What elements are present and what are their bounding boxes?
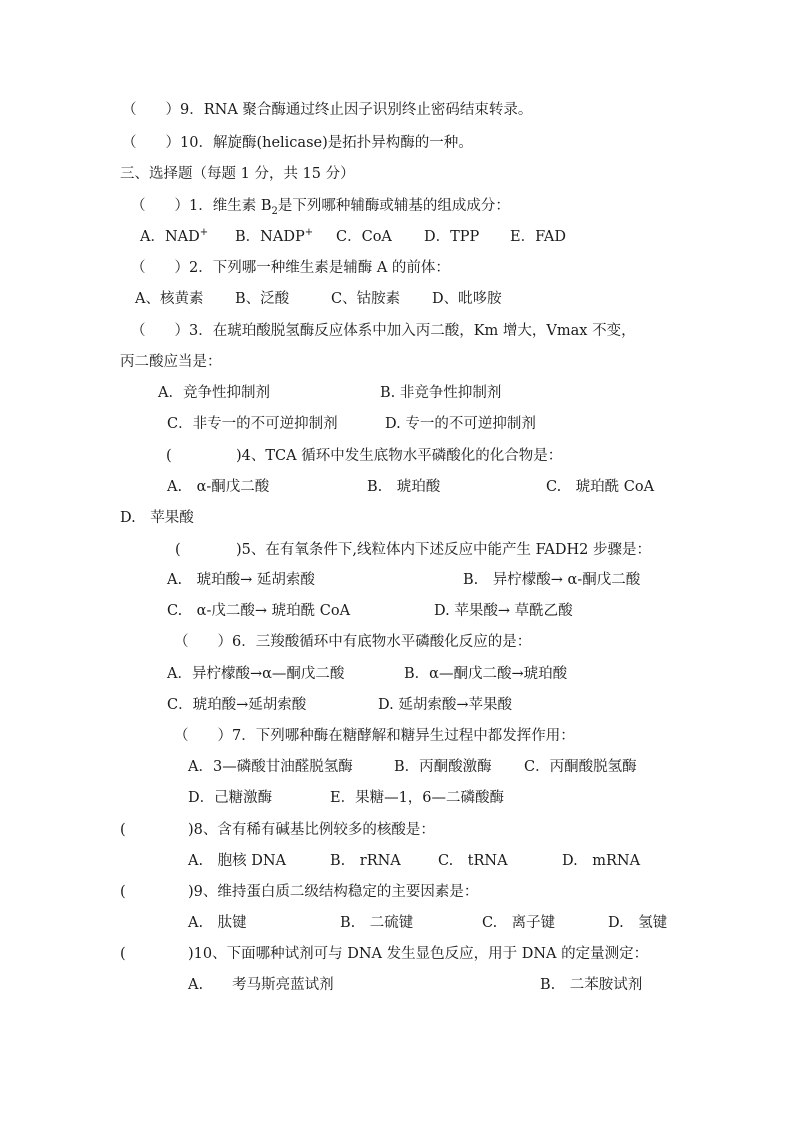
question-10-option-a: A. 考马斯亮蓝试剂: [188, 977, 334, 993]
subscript: 2: [271, 205, 278, 217]
question-2-option-b: B、泛酸: [235, 291, 290, 307]
superscript: +: [199, 227, 209, 239]
question-10-stem: )10、下面哪种试剂可与 DNA 发生显色反应，用于 DNA 的定量测定：: [188, 946, 649, 962]
question-7-option-b: B．丙酮酸激酶: [394, 759, 492, 775]
question-9-paren: (: [120, 884, 126, 900]
question-2-stem: （ ）2．下列哪一种维生素是辅酶 A 的前体：: [131, 260, 450, 276]
question-5-paren: (: [175, 542, 181, 558]
section-title: 三、选择题（每题 1 分，共 15 分）: [120, 166, 355, 182]
question-9-option-c: C. 离子键: [482, 915, 556, 931]
question-1-option-c: C．CoA: [336, 229, 392, 245]
stem-text: 是下列哪种辅酶或辅基的组成成分：: [277, 198, 510, 214]
question-1-option-d: D．TPP: [424, 229, 480, 245]
option-text: A．NAD: [140, 229, 200, 245]
tf-item-9: [122, 101, 532, 119]
question-2-option-a: A、核黄素: [135, 291, 204, 307]
question-3-stem-cont: 丙二酸应当是：: [120, 354, 222, 370]
question-9-option-b: B. 二硫键: [340, 915, 414, 931]
question-1-option-e: E．FAD: [510, 229, 566, 245]
question-3-option-d: D. 专一的不可逆抑制剂: [385, 416, 536, 432]
question-10-paren: (: [120, 946, 126, 962]
question-text: 9．RNA 聚合酶通过终止因子识别终止密码结束转录。: [180, 102, 533, 118]
question-8-option-a: A. 胞核 DNA: [188, 853, 286, 869]
question-8-paren: (: [120, 822, 126, 838]
question-4-option-d: D. 苹果酸: [120, 510, 194, 526]
question-7-option-a: A．3—磷酸甘油醛脱氢酶: [188, 759, 353, 775]
question-3-option-a: A．竞争性抑制剂: [158, 385, 270, 401]
question-8-stem: )8、含有稀有碱基比例较多的核酸是：: [188, 822, 435, 838]
question-4-option-c: C. 琥珀酰 CoA: [546, 479, 655, 495]
question-8-option-b: B. rRNA: [330, 853, 401, 869]
question-5-stem: )5、在有氧条件下,线粒体内下述反应中能产生 FADH2 步骤是：: [236, 542, 651, 558]
question-4-option-b: B. 琥珀酸: [367, 479, 441, 495]
question-5-option-c: C. α-戊二酸→ 琥珀酰 CoA: [167, 603, 351, 619]
question-9-option-d: D. 氢键: [608, 915, 668, 931]
question-5-option-b: B. 异柠檬酸→ α-酮戊二酸: [463, 572, 641, 588]
question-2-option-c: C、钴胺素: [331, 291, 401, 307]
question-5-option-a: A. 琥珀酸→ 延胡索酸: [167, 572, 315, 588]
question-10-option-b: B. 二苯胺试剂: [540, 977, 643, 993]
question-7-option-d: D．己糖激酶: [188, 790, 273, 806]
tf-item-10: [122, 134, 473, 152]
superscript: +: [304, 227, 314, 239]
question-7-option-e: E．果糖—1，6—二磷酸酶: [330, 790, 505, 806]
question-8-option-c: C. tRNA: [438, 853, 508, 869]
question-9-option-a: A. 肽键: [188, 915, 247, 931]
question-6-stem: （ ）6．三羧酸循环中有底物水平磷酸化反应的是：: [174, 634, 532, 650]
question-2-option-d: D、吡哆胺: [432, 291, 502, 307]
question-1-stem: [131, 197, 510, 215]
answer-paren: （ ）: [122, 135, 180, 151]
question-6-option-d: D. 延胡索酸→苹果酸: [378, 697, 512, 713]
question-5-option-d: D. 苹果酸→ 草酰乙酸: [434, 603, 573, 619]
question-4-option-a: A. α-酮戊二酸: [167, 479, 270, 495]
question-4-stem: )4、TCA 循环中发生底物水平磷酸化的化合物是：: [236, 448, 563, 464]
answer-paren: （ ）: [122, 102, 180, 118]
question-6-option-b: B．α—酮戊二酸→琥珀酸: [404, 666, 568, 682]
question-8-option-d: D. mRNA: [562, 853, 641, 869]
question-text: 10．解旋酶(helicase)是拓扑异构酶的一种。: [180, 135, 473, 151]
question-3-stem: （ ）3．在琥珀酸脱氢酶反应体系中加入丙二酸，Km 增大，Vmax 不变，: [131, 323, 636, 339]
question-1-option-a: [140, 228, 208, 246]
question-6-option-a: A．异柠檬酸→α—酮戊二酸: [167, 666, 345, 682]
question-4-paren: (: [166, 448, 172, 464]
question-7-stem: （ ）7．下列哪种酶在糖酵解和糖异生过程中都发挥作用：: [174, 728, 575, 744]
question-9-stem: )9、维持蛋白质二级结构稳定的主要因素是：: [188, 884, 479, 900]
question-7-option-c: C．丙酮酸脱氢酶: [524, 759, 637, 775]
question-3-option-c: C．非专一的不可逆抑制剂: [167, 416, 338, 432]
option-text: B．NADP: [235, 229, 305, 245]
question-3-option-b: B. 非竞争性抑制剂: [380, 385, 502, 401]
question-1-option-b: [235, 228, 313, 246]
question-6-option-c: C．琥珀酸→延胡索酸: [167, 697, 307, 713]
stem-text: （ ）1．维生素 B: [131, 198, 272, 214]
